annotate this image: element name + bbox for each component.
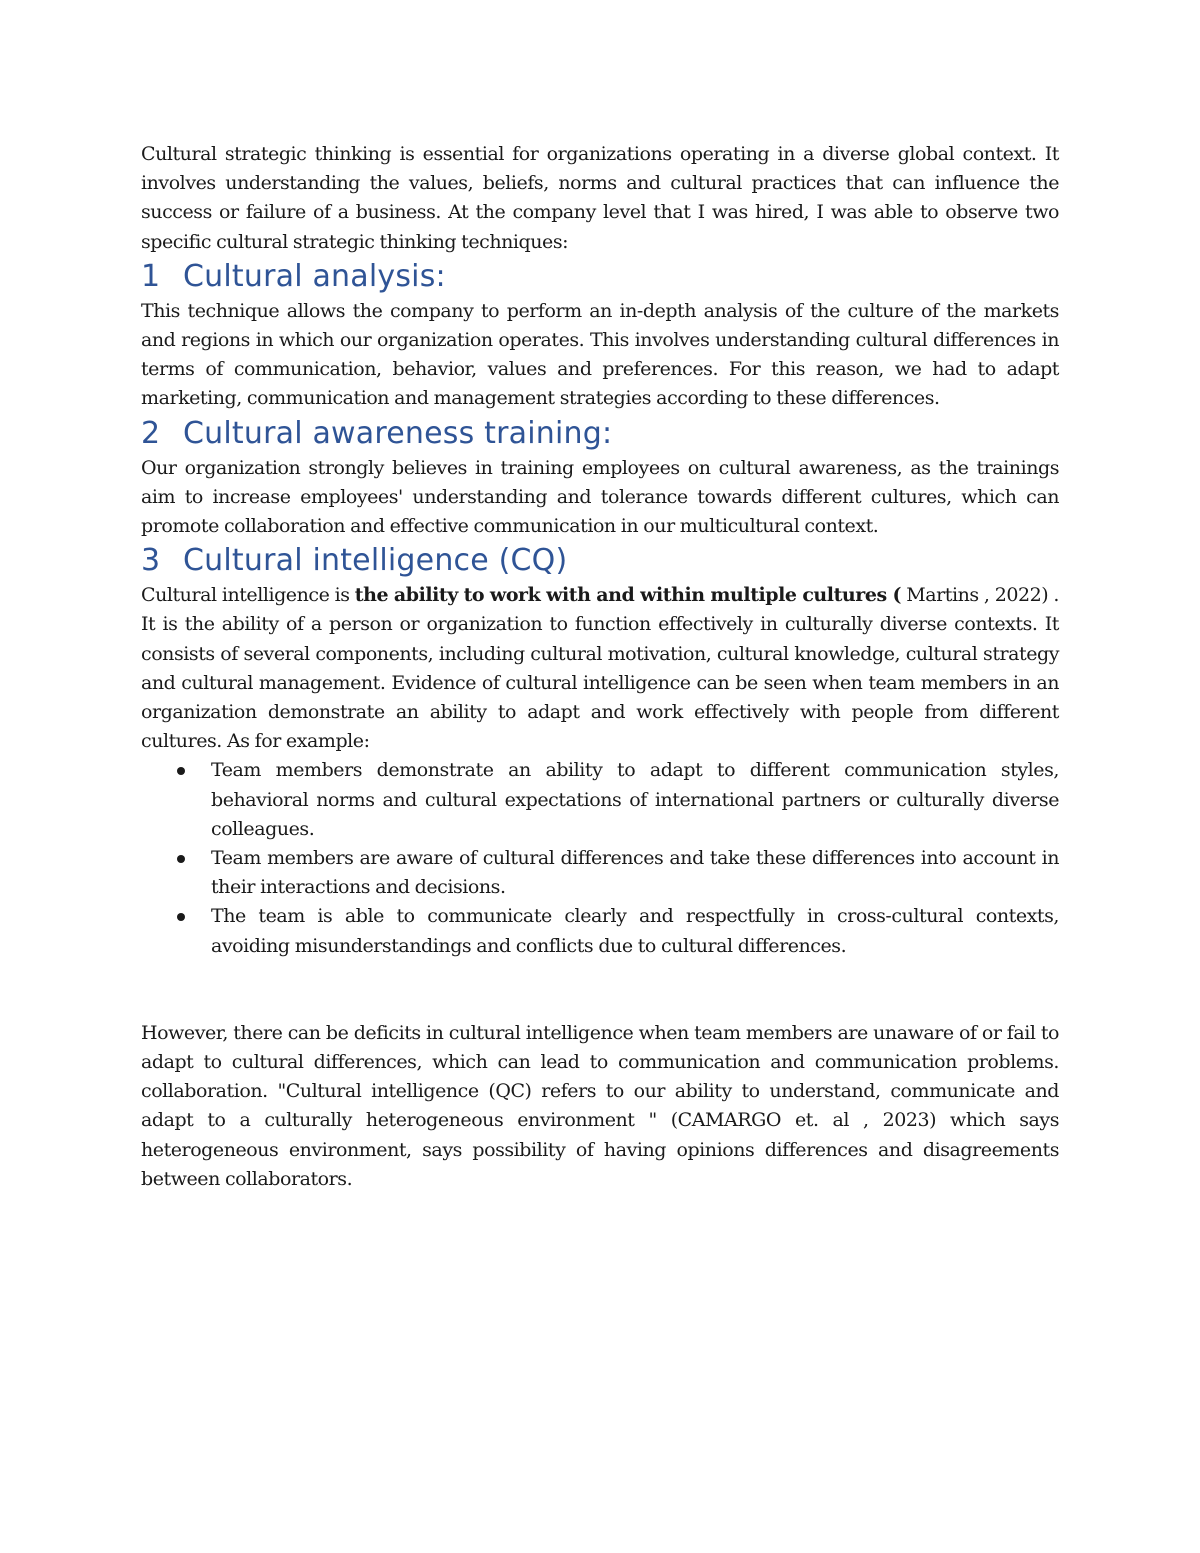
section-3-title: Cultural intelligence (CQ) [183, 543, 568, 579]
document-page [141, 140, 1059, 1194]
section-1-heading [141, 257, 1059, 297]
section-1-title: Cultural analysis: [183, 258, 446, 294]
section-2-title: Cultural awareness training: [183, 415, 613, 451]
bullet-dot-icon [177, 913, 185, 921]
section-3-definition-bold: the ability to work with and within multiple cultures ( [354, 584, 902, 607]
examples-bullet-list [141, 756, 1059, 960]
intro-paragraph: Cultural strategic thinking is essential for organizations operating in a diverse global context. It involves understanding the values, beliefs, norms and cultural practices that can influence the success or failure of a business. At the company level that I was hired, I was able to observe two specific cultural strategic thinking techniques: [141, 143, 1059, 253]
section-3-paragraph [141, 581, 1059, 756]
section-1-paragraph: This technique allows the company to perform an in-depth analysis of the culture of the markets and regions in which our organization operates. This involves understanding cultural differences in terms of communication, behavior, values and preferences. For this reason, we had to adapt marketing, communication and management strategies according to these differences. [141, 299, 1059, 410]
section-3-heading [141, 541, 1059, 581]
section-3-text-start: Cultural intelligence is [141, 584, 355, 607]
bullet-item [141, 902, 1059, 960]
bullet-item [141, 756, 1059, 844]
section-2-heading [141, 414, 1059, 454]
section-2-number: 2 [141, 415, 161, 451]
bullet-item [141, 844, 1059, 902]
section-2-paragraph: Our organization strongly believes in training employees on cultural awareness, as the trainings aim to increase employees' understanding and tolerance towards different cultures, which can promote collaboration and effective communication in our multicultural context. [141, 456, 1059, 538]
bullet-text: Team members demonstrate an ability to adapt to different communication styles, behavioral norms and cultural expectations of international partners or culturally diverse colleagues. [211, 759, 1059, 840]
bullet-dot-icon [177, 767, 185, 775]
bullet-text: The team is able to communicate clearly and respectfully in cross-cultural contexts, avoiding misunderstandings and conflicts due to cultural differences. [211, 905, 1059, 957]
bullet-text: Team members are aware of cultural differences and take these differences into account in their interactions and decisions. [211, 847, 1059, 899]
bullet-dot-icon [177, 855, 185, 863]
section-3-text-rest: Martins , 2022) . It is the ability of a person or organization to function effectively in culturally diverse contexts. It consists of several components, including cultural motivation, cultural knowledge, cultural strategy and cultural management. Evidence of cultural intelligence can be seen when team members in an organization demonstrate an ability to adapt and work effectively with people from different cultures. As for example: [141, 584, 1060, 753]
section-3-number: 3 [141, 543, 161, 579]
closing-paragraph: However, there can be deficits in cultural intelligence when team members are unaware of or fail to adapt to cultural differences, which can lead to communication and communication problems. collaboration. "Cultural intelligence (QC) refers to our ability to understand, communicate and adapt to a culturally heterogeneous environment " (CAMARGO et. al , 2023) which says heterogeneous environment, says possibility of having opinions differences and disagreements between collaborators. [141, 1021, 1059, 1190]
section-1-number: 1 [141, 258, 161, 294]
